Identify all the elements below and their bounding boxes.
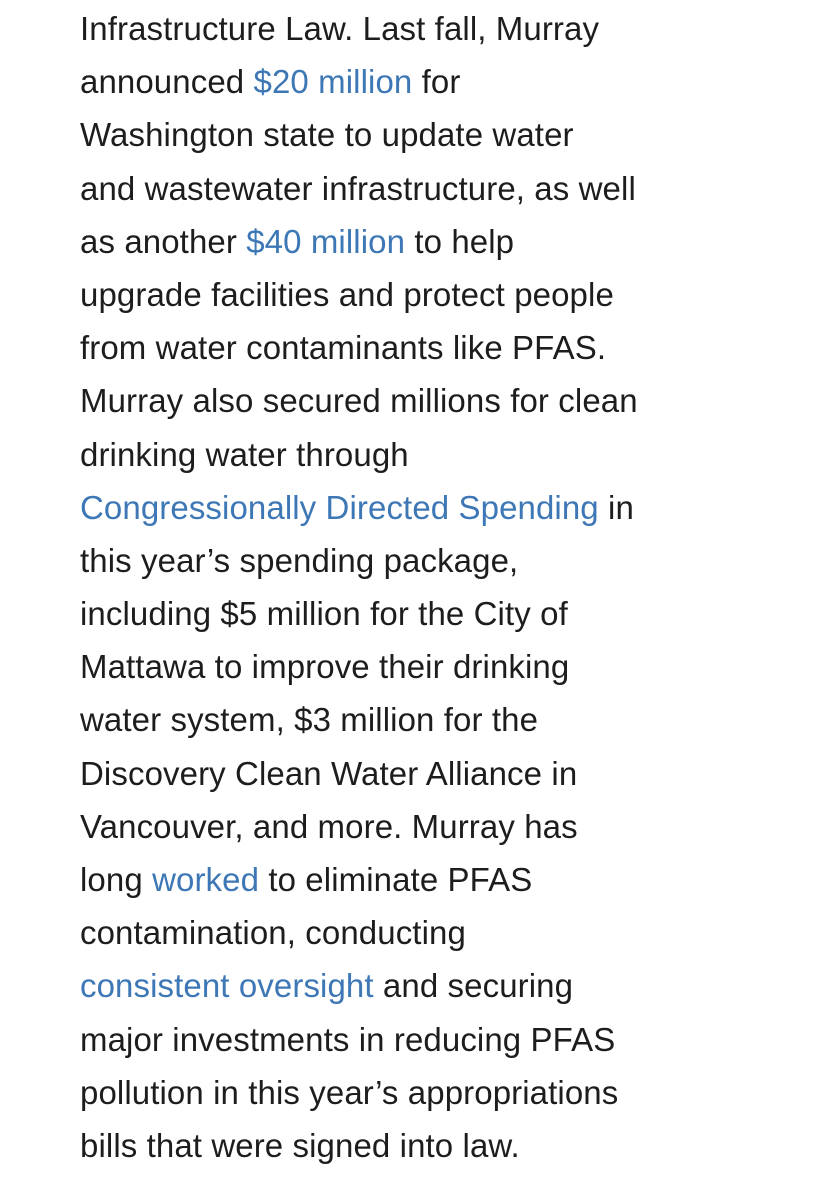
text-line [80, 481, 760, 534]
text-segment: as another [80, 222, 247, 260]
text-line [80, 1066, 760, 1119]
text-line [80, 1119, 760, 1172]
text-line [80, 906, 760, 959]
text-line [80, 640, 760, 693]
text-line [80, 1013, 760, 1066]
text-line [80, 800, 760, 853]
text-segment: to help [405, 222, 515, 260]
text-line [80, 534, 760, 587]
text-segment: upgrade facilities and protect people [80, 275, 614, 313]
text-segment: from water contaminants like PFAS. [80, 329, 607, 367]
text-segment: to eliminate PFAS [259, 861, 533, 898]
inline-link[interactable]: worked [152, 861, 260, 898]
inline-link[interactable]: $20 million [253, 63, 413, 101]
text-line [80, 55, 760, 108]
text-line [80, 215, 760, 268]
text-segment: contamination, conducting [80, 914, 466, 952]
text-segment: Infrastructure Law. Last fall, Murray [80, 10, 600, 47]
text-segment: including $5 million for the City of [80, 595, 568, 633]
text-line [80, 853, 760, 906]
text-line [80, 693, 760, 746]
text-segment: for [412, 63, 461, 101]
text-segment: Mattawa to improve their drinking [80, 648, 570, 686]
text-line [80, 374, 760, 427]
text-segment: this year’s spending package, [80, 541, 519, 579]
text-line [80, 268, 760, 321]
text-segment: Washington state to update water [80, 116, 574, 154]
text-segment: long [80, 861, 153, 898]
article-body [80, 2, 760, 1172]
text-segment: and wastewater infrastructure, as well [80, 169, 636, 207]
text-segment: Vancouver, and more. Murray has [80, 807, 578, 845]
inline-link[interactable]: $40 million [246, 222, 406, 260]
text-segment: pollution in this year’s appropriations [80, 1073, 619, 1111]
text-line [80, 959, 760, 1012]
text-segment: and securing [373, 967, 574, 1005]
text-line [80, 587, 760, 640]
text-segment: bills that were signed into law. [80, 1126, 520, 1164]
inline-link[interactable]: Congressionally Directed Spending [80, 488, 599, 526]
text-line [80, 428, 760, 481]
text-segment: major investments in reducing PFAS [80, 1020, 616, 1058]
text-segment: drinking water through [80, 435, 409, 473]
text-segment: water system, $3 million for the [80, 701, 539, 739]
text-line [80, 321, 760, 374]
text-line [80, 2, 760, 55]
text-segment: Discovery Clean Water Alliance in [80, 754, 578, 792]
text-segment: in [598, 488, 634, 526]
inline-link[interactable]: consistent oversight [80, 967, 374, 1005]
text-line [80, 162, 760, 215]
text-line [80, 747, 760, 800]
text-segment: Murray also secured millions for clean [80, 382, 638, 420]
text-segment: announced [80, 63, 254, 101]
text-line [80, 108, 760, 161]
